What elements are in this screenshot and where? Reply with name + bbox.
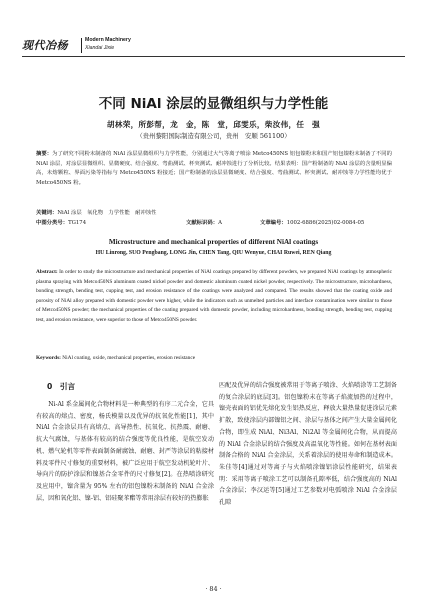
- abstract-en-label: Abstract:: [36, 269, 58, 275]
- body-column-left: [36, 399, 214, 504]
- affiliation-cn: （贵州黎阳国际制造有限公司，贵州 安顺 561100）: [136, 132, 291, 140]
- clc-number: [36, 219, 186, 229]
- journal-name-en: Modern Machinery: [85, 37, 131, 43]
- keywords-en: [36, 354, 392, 364]
- article-id: [260, 219, 364, 229]
- abstract-en: [36, 268, 392, 326]
- body-column-right: [219, 380, 397, 509]
- keywords-en-text: NiAl coating, oxide, mechanical properties, erosion resistance: [62, 355, 196, 361]
- article-title-en: Microstructure and mechanical properties of different NiAl coatings: [108, 238, 319, 246]
- authors-cn: 胡林荣，所彭帮，龙 金，陈 堂，邱雯乐，柴汝伟，任 强: [106, 120, 321, 129]
- abstract-cn-text: 为了研究不同粉末制备的 NiAl 涂层显微组织与力学性能，分别通过大气等离子喷涂 Metco450NS 铝包镍粉末和国产铝包镍粉末制备了不同的 NiAl 涂层，对涂层显微组织、显微硬度、结合强度、弯曲测试、杯突测试、耐冲蚀进行了分析比较。结果表明：国产粉制备的 NiAl 涂层的含量明显偏高，未熔颗粒、界面污染等指标与 Metco450NS 粉接近；国产粉制备的涂层显微硬度、结合强度、弯曲测试、杯突测试、耐冲蚀等力学性能均优于 Metco450NS 粉。: [36, 151, 393, 186]
- keywords-cn-label: 关键词：: [36, 210, 58, 216]
- clc-label: 中图分类号：: [36, 220, 69, 226]
- section-heading-intro: 0 引言: [47, 382, 76, 391]
- keywords-cn: [36, 209, 392, 219]
- article-id-value: 1002-6886(2025)02-0084-05: [286, 220, 365, 226]
- document-code: [186, 219, 260, 229]
- authors-en: HU Linrong, SUO Pengbang, LONG Jin, CHEN Tang, QIU Wenyue, CHAI Ruwei, REN Qiang: [95, 250, 332, 256]
- classification-row: [36, 219, 392, 229]
- doc-code-label: 文献标识码：: [186, 220, 219, 226]
- article-title-cn: 不同 NiAl 涂层的显微组织与力学性能: [98, 96, 329, 112]
- abstract-cn-label: 摘要：: [36, 151, 53, 157]
- header-divider: [81, 38, 82, 53]
- intro-paragraph-left: Ni-Al 系金属间化合物材料是一种典型的有序二元合金，它具有较高的熔点、密度，杨氏模量以及优异的抗氧化性能[1]，其中 NiAl 合金涂层具有高熔点、高导热性、抗氧化、抗热震、耐磨、抗大气腐蚀，与基体有较高的结合强度等优良性能，是航空发动机、燃气轮机等零件表面制备耐腐蚀、耐磨、封严等涂层的粘接材料及零件尺寸修复的重要材料，被广泛应用于航空发动机轮叶片、导向片的防护涂层和镍基合金零件的尺寸修复[2]。在热喷涂研究及应用中，镍含量为 95% 左右的铝包镍粉末制备的 NiAl 合金涂层，因和氧化铝、镍-铝、铝硅聚苯酯等常用涂层有较好的热膨胀: [36, 401, 214, 502]
- page-number: · 84 ·: [205, 585, 222, 593]
- abstract-cn: [36, 150, 392, 188]
- header-rule: [22, 56, 405, 57]
- journal-pinyin: Xiandai Jixie: [85, 45, 115, 51]
- doc-code-value: A: [218, 220, 222, 226]
- keywords-cn-text: NiAl 涂层 氧化物 力学性能 耐冲蚀性: [57, 210, 157, 216]
- clc-value: TG174: [68, 220, 87, 226]
- intro-paragraph-right: 匹配及优异的结合强度被常用于等离子喷涂、火焰喷涂等工艺制备的复合涂层的底层[3]。铝包镍粉末在等离子焰流加热的过程中，镍壳表面的铝优先熔化发生铝热反应，释放大量热量促进涂层元素扩散，致使涂层内部镍铝之间、涂层与基体之间产生大量金属间化合物，即生成 NiAl、Ni3Al、Ni2Al 等金属间化合物，从而提高的 NiAl 合金涂层的结合强度及高温氧化等性能。如何在基材表面制备合格的 NiAl 合金涂层，关系着涂层的使用寿命和制造成本。朱佳等[4]通过对等离子与火焰喷涂镍铝涂层性能研究，结果表明：采用等离子喷涂工艺可以制备孔隙率低，结合强度高的 NiAl 合金涂层；李汉运等[5]通过工艺参数对电弧喷涂 NiAl 合金涂层孔隙: [219, 382, 397, 507]
- article-id-label: 文章编号：: [260, 220, 287, 226]
- abstract-en-text: In order to study the microstructure and mechanical properties of NiAl coatings prepared by different powders, we prepared NiAl coatings by atmospheric plasma spraying with Metco450NS aluminum coated nickel powder and domestic aluminum coated nickel powder, respectively. The microstructure, microhardness, bonding strength, bending test, cupping test, and erosion resistance of the coatings were analyzed and compared. The results showed that the coating oxide and porosity of NiAl alloy prepared with domestic powder were higher, while the indicators such as unmelted particles and interface contamination were similar to those of Metco450NS powder; the mechanical properties of the coating prepared with domestic powder, including microhardness, bonding strength, bending test, cupping test, and erosion resistance, were superior to those of Metco450NS powder.: [36, 269, 392, 323]
- keywords-en-label: Keywords:: [36, 355, 61, 361]
- journal-logo-cn: 现代冶杨: [22, 39, 68, 52]
